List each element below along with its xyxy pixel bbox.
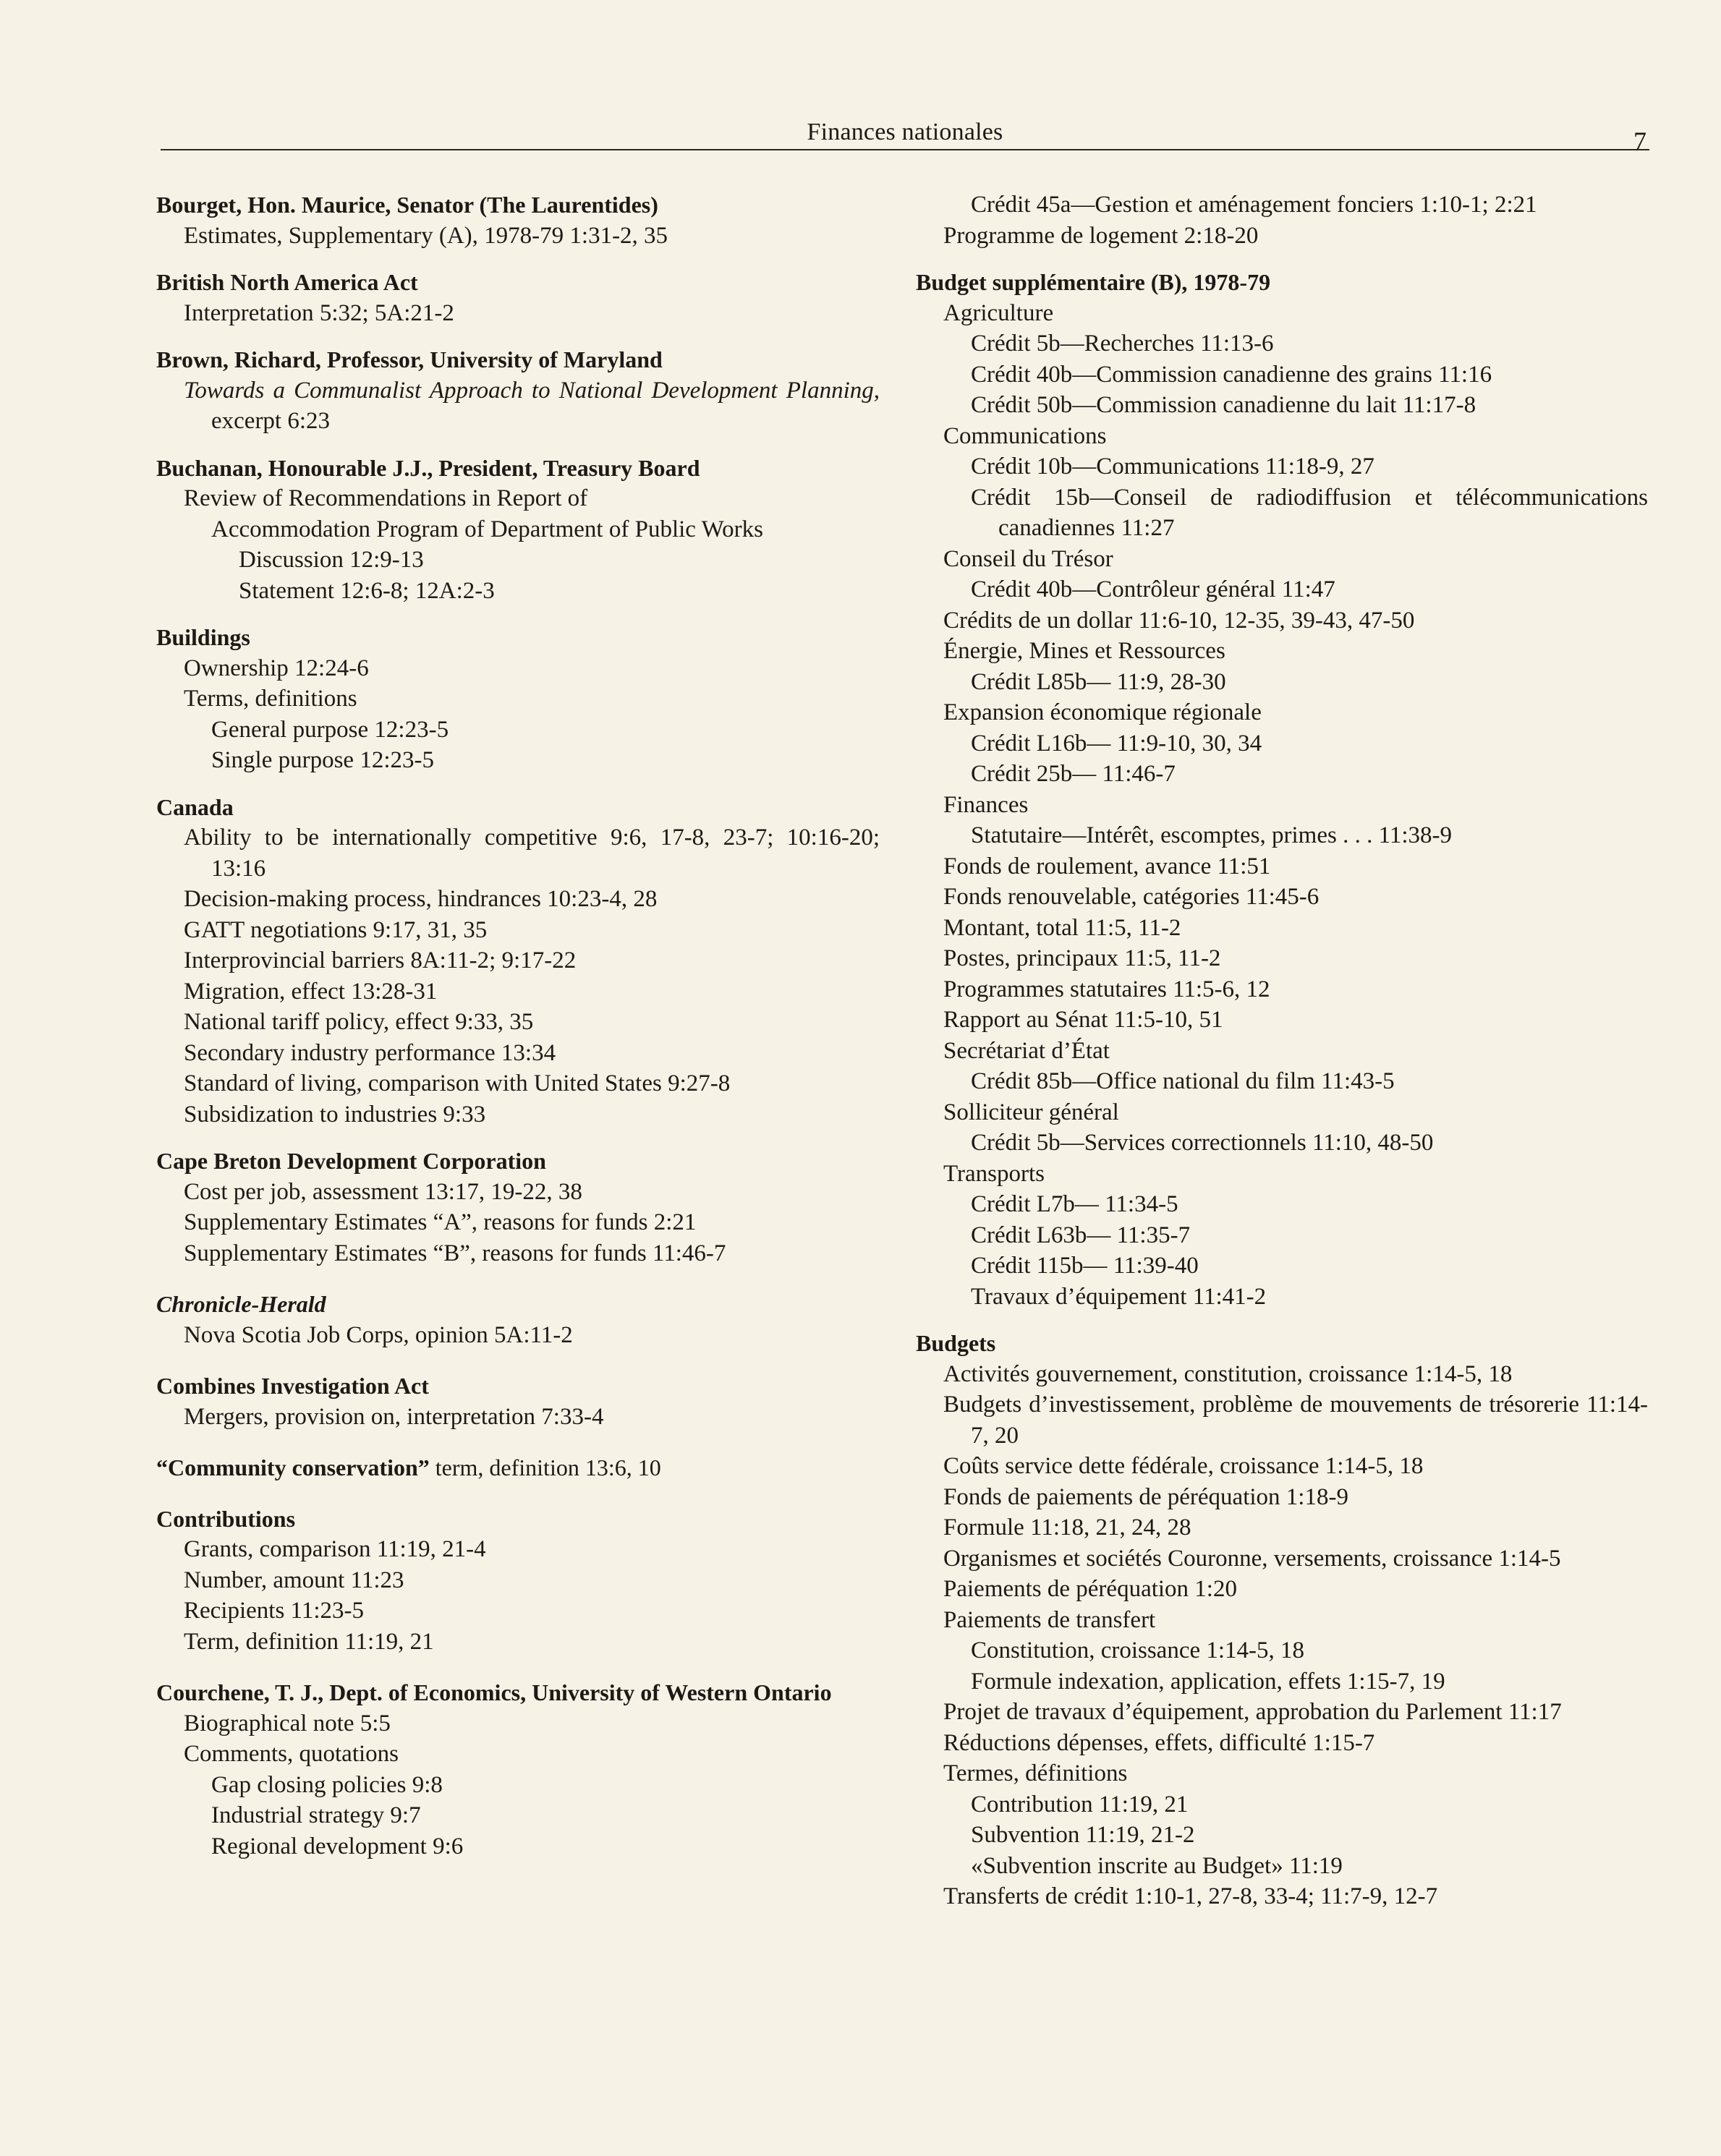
entry-subitem: Gap closing policies 9:8 <box>211 1771 443 1798</box>
index-entry-chronicle-herald <box>156 1289 880 1350</box>
entry-heading: Courchene, T. J., Dept. of Economics, University of Western Ontario <box>156 1679 832 1705</box>
entry-heading: Budgets <box>916 1330 996 1356</box>
entry-subitem: Travaux d’équipement 11:41-2 <box>971 1283 1267 1310</box>
entry-subitem: Mergers, provision on, interpretation 7:33-4 <box>184 1403 604 1430</box>
index-entry-combines <box>156 1371 880 1432</box>
entry-subitem: Paiements de transfert <box>943 1606 1156 1633</box>
entry-subitem: Agriculture <box>943 299 1054 326</box>
entry-subitem: Fonds de paiements de péréquation 1:18-9 <box>943 1483 1348 1510</box>
entry-subitem: Estimates, Supplementary (A), 1978-79 1:31-2, 35 <box>184 222 668 249</box>
entry-subitem: Cost per job, assessment 13:17, 19-22, 38 <box>184 1178 582 1205</box>
entry-subitem: Crédit 15b—Conseil de radiodiffusion et télécommunications canadiennes 11:27 <box>971 484 1648 541</box>
entry-subitem: Grants, comparison 11:19, 21-4 <box>184 1536 486 1562</box>
entry-subitem: Terms, definitions <box>184 686 357 712</box>
entry-subitem: Transferts de crédit 1:10-1, 27-8, 33-4; 11:7-9, 12-7 <box>943 1883 1438 1909</box>
entry-heading: Buchanan, Honourable J.J., President, Treasury Board <box>156 454 700 481</box>
entry-subitem: Secrétariat d’État <box>943 1037 1110 1064</box>
page-number: 7 <box>1633 127 1646 155</box>
entry-subitem: Statement 12:6-8; 12A:2-3 <box>239 577 495 604</box>
entry-subitem: Rapport au Sénat 11:5-10, 51 <box>943 1007 1223 1033</box>
entry-subitem: Review of Recommendations in Report of <box>184 485 588 511</box>
entry-subitem: Subvention 11:19, 21-2 <box>971 1822 1195 1848</box>
index-entry-cape-breton <box>156 1146 880 1269</box>
index-entry-budget-supplementaire <box>916 267 1648 1312</box>
entry-heading: Canada <box>156 793 234 820</box>
entry-subitem: Coûts service dette fédérale, croissance 1:14-5, 18 <box>943 1453 1424 1479</box>
entry-subitem: Secondary industry performance 13:34 <box>184 1039 556 1066</box>
entry-subitem: Ability to be internationally competitive 9:6, 17-8, 23-7; 10:16-20; 13:16 <box>184 825 880 882</box>
entry-subitem: Crédit 45a—Gestion et aménagement fonciers 1:10-1; 2:21 <box>971 192 1537 218</box>
entry-subitem: Contribution 11:19, 21 <box>971 1791 1189 1818</box>
entry-subitem: Standard of living, comparison with United States 9:27-8 <box>184 1070 731 1096</box>
entry-subitem: Crédit 10b—Communications 11:18-9, 27 <box>971 453 1374 480</box>
index-entry-bna <box>156 267 880 328</box>
entry-subitem: Fonds renouvelable, catégories 11:45-6 <box>943 884 1320 910</box>
index-entry-courchene <box>156 1677 880 1862</box>
index-entry-bourget <box>156 189 880 251</box>
entry-subitem: Recipients 11:23-5 <box>184 1598 364 1624</box>
entry-subitem: Réductions dépenses, effets, difficulté 1:15-7 <box>943 1729 1375 1756</box>
entry-subitem: Single purpose 12:23-5 <box>211 747 434 773</box>
entry-subitem: Discussion 12:9-13 <box>239 547 424 573</box>
entry-subitem: Crédit 50b—Commission canadienne du lait 11:17-8 <box>971 392 1476 418</box>
entry-heading: Budget supplémentaire (B), 1978-79 <box>916 269 1271 295</box>
entry-subitem: Interprovincial barriers 8A:11-2; 9:17-22 <box>184 947 577 973</box>
entry-subitem: Expansion économique régionale <box>943 699 1262 725</box>
entry-subitem: Comments, quotations <box>184 1741 399 1767</box>
entry-heading: Bourget, Hon. Maurice, Senator (The Laurentides) <box>156 192 658 218</box>
entry-heading: Brown, Richard, Professor, University of Maryland <box>156 346 663 372</box>
entry-subitem: Constitution, croissance 1:14-5, 18 <box>971 1637 1305 1663</box>
entry-subitem: Fonds de roulement, avance 11:51 <box>943 853 1271 879</box>
entry-subitem: Statutaire—Intérêt, escomptes, primes . . . 11:38-9 <box>971 822 1453 848</box>
entry-subitem: Crédit 85b—Office national du film 11:43-5 <box>971 1068 1395 1094</box>
entry-subitem: Programme de logement 2:18-20 <box>943 222 1259 249</box>
entry-subitem: Finances <box>943 791 1029 818</box>
index-entry-contributions <box>156 1504 880 1658</box>
index-entry-buchanan <box>156 453 880 607</box>
entry-subitem: Crédit L16b— 11:9-10, 30, 34 <box>971 730 1262 757</box>
entry-subitem: Crédit 40b—Commission canadienne des grains 11:16 <box>971 361 1492 388</box>
entry-subitem: Termes, définitions <box>943 1760 1128 1786</box>
entry-subitem: Solliciteur général <box>943 1099 1119 1125</box>
entry-subitem: Programmes statutaires 11:5-6, 12 <box>943 976 1270 1002</box>
entry-subitem: Regional development 9:6 <box>211 1833 464 1859</box>
entry-subitem: Supplementary Estimates “A”, reasons for funds 2:21 <box>184 1209 697 1235</box>
entry-subitem: Crédit L85b— 11:9, 28-30 <box>971 668 1226 695</box>
entry-subitem: Biographical note 5:5 <box>184 1710 391 1737</box>
entry-heading: British North America Act <box>156 269 418 295</box>
entry-subitem: Formule indexation, application, effets 1:15-7, 19 <box>971 1668 1445 1695</box>
right-column <box>916 189 1648 1933</box>
entry-subitem: Crédit L63b— 11:35-7 <box>971 1222 1191 1248</box>
entry-subitem: Postes, principaux 11:5, 11-2 <box>943 945 1221 971</box>
index-entry-community <box>156 1452 880 1483</box>
running-head <box>161 117 1649 155</box>
entry-heading: Contributions <box>156 1505 296 1532</box>
entry-subitem: Budgets d’investissement, problème de mouvements de trésorerie 11:14-7, 20 <box>943 1392 1648 1449</box>
entry-heading: Buildings <box>156 624 250 650</box>
entry-subitem: Ownership 12:24-6 <box>184 655 369 681</box>
entry-subitem: Supplementary Estimates “B”, reasons for funds 11:46-7 <box>184 1240 726 1266</box>
publication-title: Towards a Communalist Approach to National Development Planning, <box>184 377 880 404</box>
entry-subitem: Formule 11:18, 21, 24, 28 <box>943 1514 1191 1541</box>
entry-subitem: «Subvention inscrite au Budget» 11:19 <box>971 1852 1343 1879</box>
entry-subitem: National tariff policy, effect 9:33, 35 <box>184 1009 534 1035</box>
index-entry-buildings <box>156 622 880 776</box>
entry-subitem: Accommodation Program of Department of Public Works <box>211 516 763 542</box>
entry-heading <box>156 1452 880 1483</box>
entry-subitem: Decision-making process, hindrances 10:23-4, 28 <box>184 886 658 912</box>
entry-subitem: Conseil du Trésor <box>943 545 1113 572</box>
entry-subitem: Crédit 115b— 11:39-40 <box>971 1253 1199 1279</box>
entry-subitem: General purpose 12:23-5 <box>211 716 449 743</box>
entry-heading: Chronicle-Herald <box>156 1291 326 1317</box>
entry-heading: Cape Breton Development Corporation <box>156 1148 546 1174</box>
entry-subitem: Communications <box>943 422 1107 449</box>
entry-subitem: Montant, total 11:5, 11-2 <box>943 914 1181 941</box>
entry-subitem: Activités gouvernement, constitution, croissance 1:14-5, 18 <box>943 1360 1513 1387</box>
index-entry-continued <box>916 189 1648 251</box>
index-entry-brown <box>156 344 880 437</box>
entry-subitem: Migration, effect 13:28-31 <box>184 978 438 1005</box>
entry-subitem: Number, amount 11:23 <box>184 1567 404 1593</box>
entry-heading-ref: term, definition 13:6, 10 <box>429 1454 661 1480</box>
entry-subitem: Industrial strategy 9:7 <box>211 1802 421 1828</box>
entry-subitem: Crédit 5b—Services correctionnels 11:10, 48-50 <box>971 1130 1434 1156</box>
entry-subitem: Term, definition 11:19, 21 <box>184 1628 434 1655</box>
entry-subitem: Projet de travaux d’équipement, approbation du Parlement 11:17 <box>943 1699 1562 1725</box>
entry-subitem: Crédit L7b— 11:34-5 <box>971 1191 1178 1217</box>
entry-subitem: Nova Scotia Job Corps, opinion 5A:11-2 <box>184 1321 573 1348</box>
entry-subitem: Paiements de péréquation 1:20 <box>943 1576 1237 1602</box>
running-title: Finances nationales <box>807 119 1003 145</box>
entry-subitem: Crédit 40b—Contrôleur général 11:47 <box>971 576 1335 602</box>
left-column <box>156 189 880 1878</box>
entry-subitem: Subsidization to industries 9:33 <box>184 1101 486 1128</box>
entry-subitem: Crédit 5b—Recherches 11:13-6 <box>971 331 1274 357</box>
entry-heading-term: “Community conservation” <box>156 1454 430 1480</box>
entry-subitem: Énergie, Mines et Ressources <box>943 638 1225 664</box>
entry-heading: Combines Investigation Act <box>156 1373 429 1399</box>
publication-ref: excerpt 6:23 <box>211 408 331 434</box>
entry-subitem: GATT negotiations 9:17, 31, 35 <box>184 916 488 943</box>
entry-subitem <box>156 375 880 437</box>
entry-subitem: Crédits de un dollar 11:6-10, 12-35, 39-43, 47-50 <box>943 607 1415 634</box>
index-entry-canada <box>156 792 880 1130</box>
entry-subitem: Crédit 25b— 11:46-7 <box>971 761 1176 787</box>
entry-subitem: Transports <box>943 1160 1045 1187</box>
index-entry-budgets <box>916 1328 1648 1912</box>
entry-subitem: Interpretation 5:32; 5A:21-2 <box>184 299 454 326</box>
entry-subitem: Organismes et sociétés Couronne, versements, croissance 1:14-5 <box>943 1545 1561 1572</box>
